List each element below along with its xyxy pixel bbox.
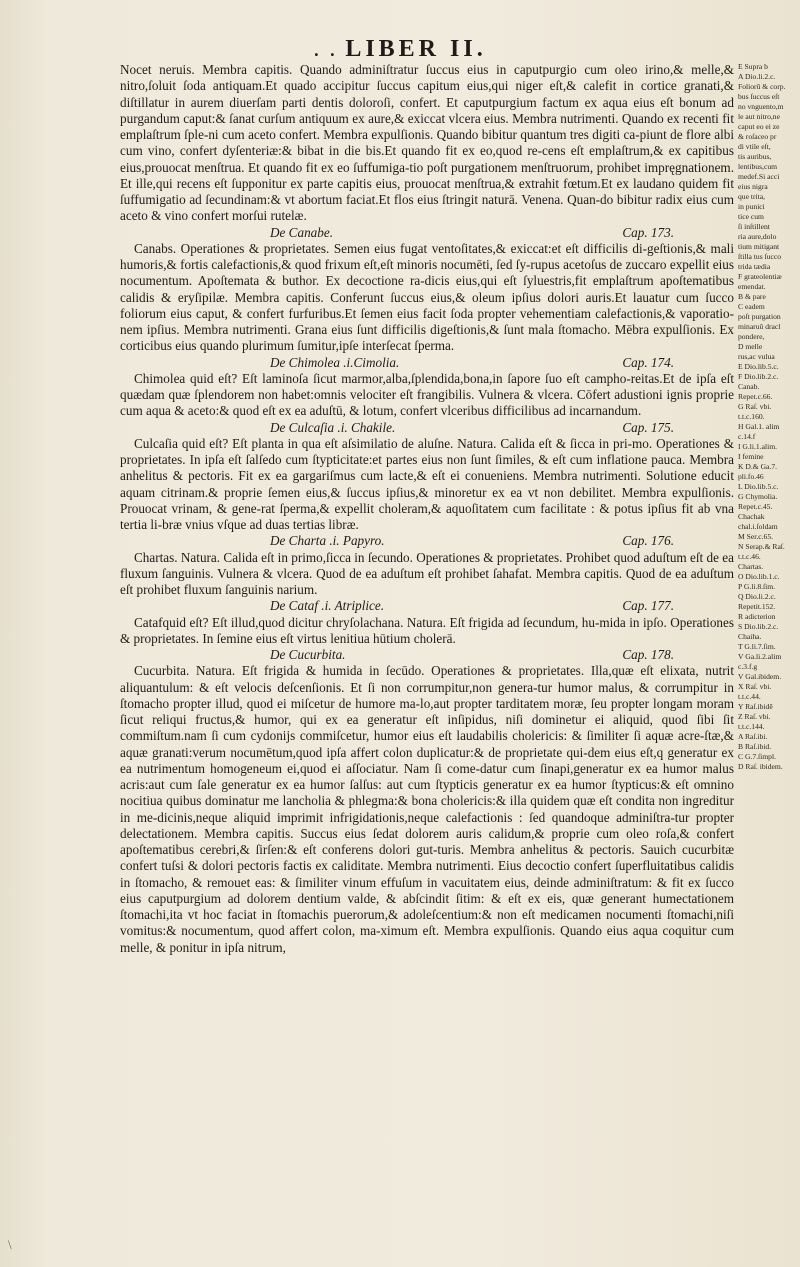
- body-paragraph: Nocet neruis. Membra capitis. Quando adminiſtratur ſuccus eius in caputpurgio cum oleo irino,& melle,& nitro,ſoluit ſoda antiquam.Et quado accipitur ſuccus capitum eius,qui niger eſt,& calefit in cortice granati,& diſtillatur in aurem diuerſam parti dentis doloroſi, confert. Et caputpurgium factum ex aqua eius eſt bonum ad purgandum caput:& ſanat curſum antiquum ex aure,& exiccat vlcera eius. Membra nutrimenti. Quando ex recenti fit emplaſtrum ſple-ni cum aceto confert. Membra expulſionis. Quando bibitur quantum tres digiti ca-piunt de flore albi cum vino, confert dyſenteriæ:& bibat in die bis.Et quando fit ex eo,quod re-cens eſt emplaſtrum,& ex capitibus eius,prouocat menſtrua. Et quando fit ex eo ſuffumiga-tio poſt purgationem menſtruorum, prohibet impręgnationem. Et ille,qui recens eſt ſupponitur ex parte capitis eius, prouocat menſtrua,& extrahit fœtum.Et ex laudano quidem fit ſuffumigatio ad ſecundinam:& vt abortum faciat.Et flos eius ſtringit naturā. Venena. Quan-do bibitur radix eius cum aceto & vino confert morſui rutelæ.: [120, 62, 734, 224]
- margin-note: S Dio.lib.2.c.: [738, 622, 779, 631]
- margin-note: Y Raſ.ibidē: [738, 702, 773, 711]
- margin-note: t.t.c.144.: [738, 722, 765, 731]
- chapter-title: De Cataf .i. Atriplice.: [270, 598, 385, 614]
- gutter-mark: \: [8, 1237, 12, 1252]
- margin-note: di vtile eſt,: [738, 142, 771, 151]
- margin-note: pli.fo.46: [738, 472, 764, 481]
- margin-note: medef.Si acci: [738, 172, 780, 181]
- chapter-number: Cap. 176.: [622, 533, 674, 549]
- chapter-title: De Chimolea .i.Cimolia.: [270, 354, 400, 370]
- running-header: [0, 36, 800, 63]
- chapter-heading: [120, 647, 734, 663]
- margin-note: E Dio.lib.5.c.: [738, 362, 779, 371]
- margin-note: A Dio.li.2.c.: [738, 72, 776, 81]
- chapter-number: Cap. 177.: [622, 598, 674, 614]
- margin-note: R adicterion: [738, 612, 776, 621]
- margin-note: tium mitigant: [738, 242, 780, 251]
- margin-note: D Raſ. ibidem.: [738, 762, 783, 771]
- chapter-heading: [120, 355, 734, 371]
- chapter-number: Cap. 173.: [622, 224, 674, 240]
- margin-note: chal.i.ſoldam: [738, 522, 778, 531]
- margin-note: G Raſ. vbi.: [738, 402, 772, 411]
- margin-note: poſt purgation: [738, 312, 781, 321]
- chapter-number: Cap. 174.: [622, 354, 674, 370]
- margin-note: V Gal.ibidem.: [738, 672, 782, 681]
- margin-note: c.14.f: [738, 432, 756, 441]
- body-paragraph: Culcaſia quid eſt? Eſt planta in qua eſt aſsimilatio de aluſne. Natura. Calida eſt & ſicca in pri-mo. Operationes & proprietates. In ipſa eſt ſalſedo cum ſtypticitate:et partes eius non ſunt ſimiles, & eſt cum inflatione pauca. Membra anhelitus & pectoris. Fit ex ea gargariſmus cum lacte,& eſt ei conueniens. Membra nutrimenti. Solutione educit aquam citrinam.& proprie ſemen eius,& ſuccus ipſius,& minoretur ex ea vt non debilitet. Membra expulſionis. Prouocat vrinam, & gene-rat ſperma,& expellit choleram,& aquoſitatem cum facilitate : & potus ipſius fit ab vna tertia li-bræ vnius vſque ad duas tertias libræ.: [120, 435, 734, 532]
- margin-note: C G.7.ſimpl.: [738, 752, 776, 761]
- margin-note: D melle: [738, 342, 763, 351]
- margin-note: N Serap.& Raſ.: [738, 542, 785, 551]
- margin-note: lentibus,cum: [738, 162, 778, 171]
- margin-note: ſtilla tus ſucco: [738, 252, 782, 261]
- body-paragraph: Catafquid eſt? Eſt illud,quod dicitur chryſolachana. Natura. Eſt frigida ad ſecundum, hu-mida in ipſo. Operationes & proprietates. In ſemine eius eſt virtus lenitiua hūtium cholerā.: [120, 614, 734, 646]
- margin-note: F grateolentiæ: [738, 272, 782, 281]
- margin-note: A Raſ.ibi.: [738, 732, 768, 741]
- margin-note: que trita,: [738, 192, 765, 201]
- margin-note: no vnguento,m: [738, 102, 784, 111]
- margin-note: C eadem: [738, 302, 765, 311]
- body-paragraph: Cucurbita. Natura. Eſt frigida & humida in ſecūdo. Operationes & proprietates. Illa,quæ eſt elixata, nutrit aliquantulum: & eſt velocis deſcenſionis. Et ſi non corrumpitur,non genera-tur humor malus, & corrumpitur in ſtomacho propter illud, quod ei miſcetur de humore ma-lo,aut propter tarditatem moræ, ſeu propter longam moram ſicut reliqui fructus,& humor, qui ex ea generatur eſt inſipidus, niſi dominetur ei aliquid, quod ſibi ſit commiſtum.nam ſi cum cydonijs commiſcetur, humor eius eſt laudabilis cholericis: & ſimiliter ſi aquæ acre-ſtæ,& aquæ granati:verum nocumētum,quod ipſa affert colon duplicatur:& de proprietate qui-dem eius eſt,q generatur ex ea nutrimentum homogeneum ei,quod ei aſſociatur. Nam ſi come-datur cum ſinapi,generatur ex ea humor malus acris:aut cum ſale generatur ex ea humor ſalſus: aut cum ſtypticis generatur ex ea humor ſtypticus:& eſt omnino nocitiua quibus dominatur me lancholia & phlegma:& bona cholericis:& illa quidem quæ eſt condita non ingreditur in me-dicinis,neque aliquid imprimit infrigidationis,neque calefactionis : ſed quandoque adminiſtra-tur propter delectationem. Membra capitis. Succus eius ſedat dolorem auris calidum,& proprie cum oleo roſa,& confert apoſtematibus cerebri,& ſirſen:& eſt conferens dolori gut-turis. Membra anhelitus & pectoris. Sauich cucurbitæ confert tuſsi & dolori pectoris factis ex caliditate. Membra nutrimenti. Eius decoctio confert ſuperfluitatibus calidis in ſtomacho, & remouet eas: & ſimiliter vinum effuſum in vacuitatem eius, deinde adminiſtratum: & fit ex ſucco eius caputpurgium ad dolorem dentium valde, & abſcindit ſitim: & eſt ex eis, quæ generant humectationem ſtomachi,ita vt hoc faciat in ſtomachis puerorum,& adoleſcentium:& non eſt medicamen nocumenti ſtomachi,niſi vomitus:& nocumentum, quod affert colon, ma-ximum eſt. Membra expulſionis. Quando eius aqua coquitur cum melle, & ponitur in ipſa nitrum,: [120, 663, 734, 955]
- margin-note: Repet.c.66.: [738, 392, 773, 401]
- margin-note: ſi inſtillent: [738, 222, 770, 231]
- margin-note: minaruū dracl: [738, 322, 781, 331]
- margin-note: ria aure,dolo: [738, 232, 777, 241]
- margin-note: rus,ac vulua: [738, 352, 775, 361]
- margin-note: B Raſ.ibid.: [738, 742, 772, 751]
- margin-note: t.t.c.46.: [738, 552, 761, 561]
- margin-note: V Ga.li.2.alim: [738, 652, 782, 661]
- body-paragraph: Chartas. Natura. Calida eſt in primo,ſicca in ſecundo. Operationes & proprietates. Prohibet quod aduſtum eſt de ea fluxum ſanguinis. Vulnera & vlcera. Quod de ea aduſtum eſt prohibet ſahafat. Membra capitis. Quod de ea aduſtum eſt prohibet fluxum ſanguinis narium.: [120, 549, 734, 597]
- chapter-number: Cap. 178.: [622, 647, 674, 662]
- page-title: LIBER II.: [345, 36, 487, 62]
- margin-note: Z Raſ. vbi.: [738, 712, 771, 721]
- margin-note: I femine: [738, 452, 764, 461]
- margin-note: P G.li.8.ſim.: [738, 582, 776, 591]
- chapter-title: De Canabe.: [270, 224, 333, 240]
- margin-note: L Dio.lib.5.c.: [738, 482, 779, 491]
- main-text-column: [120, 62, 734, 956]
- chapter-heading: [120, 225, 734, 241]
- margin-note: G Chymolia.: [738, 492, 778, 501]
- margin-note: eius nigra: [738, 182, 768, 191]
- margin-note: F Dio.lib.2.c.: [738, 372, 779, 381]
- margin-note: Chartas.: [738, 562, 764, 571]
- margin-note: tis auribus,: [738, 152, 772, 161]
- margin-note: X Raſ. vbi.: [738, 682, 772, 691]
- body-paragraph: Canabs. Operationes & proprietates. Semen eius fugat ventoſitates,& exiccat:et eſt difficilis di-geſtionis,& mali humoris,& fortis calefactionis,& quod frixum eſt,eſt minoris nocumēti, ſed ſy-rupus acetoſus de zuccaro expellit eius nocumentum. Apoſtemata & buthor. Ex decoctione ra-dicis eius,qui eſt ſyluestris,fit emplaſtrum apoſtematibus calidis & eryſipilæ. Membra capitis. Conferunt ſuccus eius,& oleum ipſius dolori auris.Et lauatur cum ſucco foliorum eius caput, & confert furfuribus.Et ſemen eius facit ſoda propter vehementiam calefactionis,& vaporatio-nem ipſius. Membra nutrimenti. Grana eius ſunt difficilis digeſtionis,& ſunt mala ſtomacho. Mēbra expulſionis. Ex corticibus eius quando plurimum ſumitur,ipſe interſecat ſperma.: [120, 240, 734, 354]
- margin-note: Chaiha.: [738, 632, 762, 641]
- chapter-title: De Charta .i. Papyro.: [270, 533, 385, 549]
- chapter-heading: [120, 533, 734, 549]
- chapter-heading: [120, 420, 734, 436]
- margin-note: c.3.f.g: [738, 662, 758, 671]
- margin-note: bus ſuccus eſt: [738, 92, 780, 101]
- chapter-number: Cap. 175.: [622, 419, 674, 435]
- margin-note: Foliorū & corp.: [738, 82, 786, 91]
- chapter-title: De Cucurbita.: [270, 647, 346, 662]
- margin-note: Chachak: [738, 512, 765, 521]
- margin-note: M Ser.c.65.: [738, 532, 774, 541]
- margin-note: tice cum: [738, 212, 764, 221]
- margin-note: Q Dio.li.2.c.: [738, 592, 776, 601]
- chapter-title: De Culcaſia .i. Chakile.: [270, 419, 396, 435]
- margin-note: H Gal.1. alim: [738, 422, 780, 431]
- margin-note: Canab.: [738, 382, 760, 391]
- margin-note: emendat.: [738, 282, 766, 291]
- margin-note: caput eo ei ze: [738, 122, 780, 131]
- header-dots: . .: [313, 36, 338, 62]
- margin-note: Repetit.152.: [738, 602, 776, 611]
- margin-note: trida tædia: [738, 262, 771, 271]
- marginal-notes-column: [738, 62, 798, 772]
- margin-note: B & pare: [738, 292, 766, 301]
- margin-note: Repet.c.45.: [738, 502, 773, 511]
- margin-note: K D.& Ga.7.: [738, 462, 778, 471]
- margin-note: in punici: [738, 202, 765, 211]
- margin-note: le aut nitro,ne: [738, 112, 780, 121]
- chapter-heading: [120, 598, 734, 614]
- margin-note: pondere,: [738, 332, 765, 341]
- margin-note: O Dio.lib.1.c.: [738, 572, 780, 581]
- body-paragraph: Chimolea quid eſt? Eſt laminoſa ſicut marmor,alba,ſplendida,bona,in ſapore ſuo eſt campho-reitas.Et de ipſa eſt quædam quæ ſplendorem non habet:omnis velociter eſt frangibilis. Vulnera & vlcera. Cōfert adustioni ignis proprie cum aqua & aceto:& quod eſt ex ea aduſtū, & lotum, confert vlceribus difficilibus ad incarnandum.: [120, 370, 734, 419]
- margin-note: & roſaceo pr: [738, 132, 777, 141]
- margin-note: I G.li.1.alim.: [738, 442, 778, 451]
- margin-note: E Supra b: [738, 62, 768, 71]
- margin-note: t.t.c.160.: [738, 412, 765, 421]
- margin-note: t.t.c.44.: [738, 692, 761, 701]
- margin-note: T G.li.7.ſim.: [738, 642, 776, 651]
